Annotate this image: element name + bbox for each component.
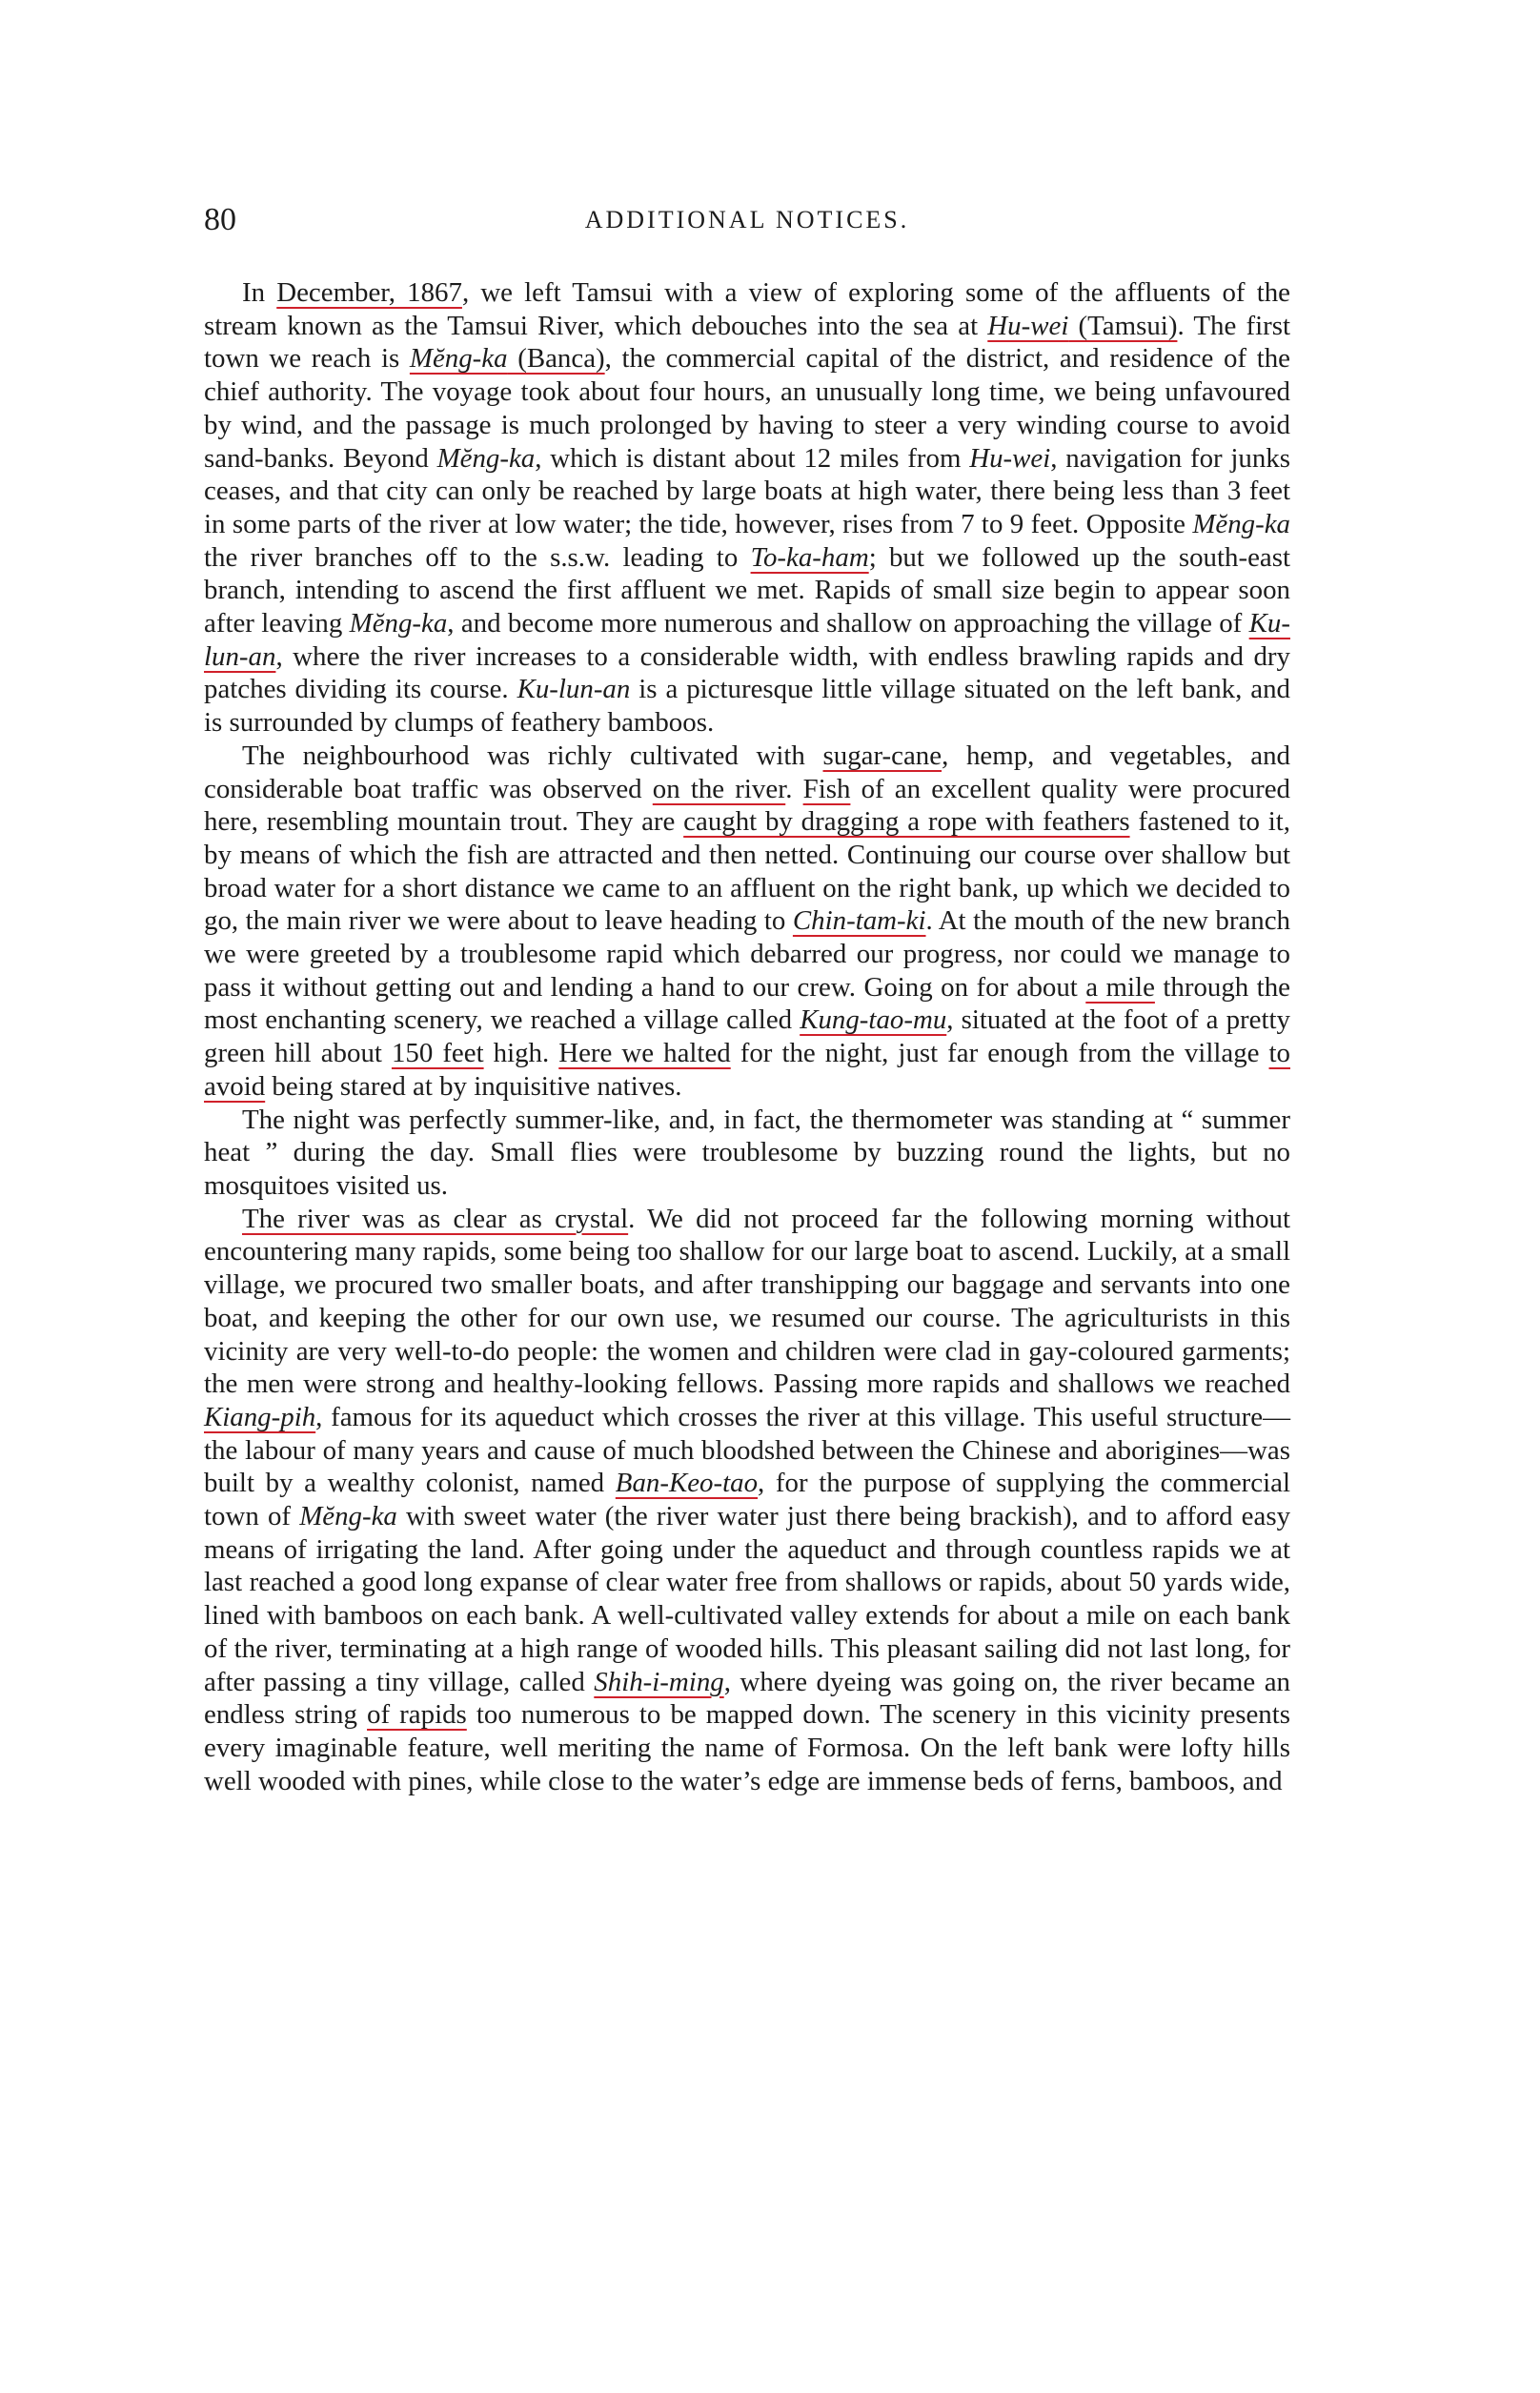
underlined-text: to avoid — [204, 1038, 1290, 1102]
underlined-text: Chin-tam-ki — [792, 905, 926, 937]
text-segment: fastened to it, by means of which the fish are attracted and then netted. Continuing our course over shallow but broad water for a short distance we came to an affluent on the right bank, up which we decided to go, the main river we were about to leave heading to — [204, 806, 1290, 937]
text-segment: , which is distant about 12 miles from — [535, 442, 970, 474]
running-title: ADDITIONAL NOTICES. — [584, 206, 910, 233]
paragraph-2 — [204, 740, 1290, 1104]
page-header — [204, 202, 1290, 240]
underlined-text: (Banca) — [507, 343, 605, 375]
text-segment: through the most enchanting scenery, we reached a village called — [204, 971, 1290, 1036]
text-segment: the river branches off to the s.s.w. leading to — [204, 541, 751, 573]
underlined-text: Mĕng-ka — [409, 343, 508, 375]
paragraph-3 — [204, 1104, 1290, 1203]
italic-name: Mĕng-ka — [436, 442, 536, 474]
text-segment: , situated at the foot of a pretty green hill about — [204, 1004, 1290, 1069]
underlined-text: Kung-tao-mu — [800, 1004, 947, 1036]
italic-name: Hu-wei — [969, 442, 1051, 474]
underlined-text: Kiang-pih — [204, 1401, 316, 1432]
text-segment: , famous for its aqueduct which crosses the river at this village. This useful structure—the labour of many years and cause of much bloodshed between the Chinese and aborigines—was built by a wealthy colonist, named — [204, 1401, 1290, 1499]
text-segment: being stared at by inquisitive natives. — [265, 1070, 682, 1102]
underlined-text: caught by dragging a rope with feathers — [683, 806, 1130, 838]
underlined-text: 150 feet — [391, 1038, 484, 1069]
underlined-text: Hu-wei — [987, 310, 1069, 341]
text-segment: , where the river increases to a considerable width, with endless brawling rapids and dry patches dividing its course. — [204, 640, 1290, 705]
underlined-text: Ban-Keo-tao — [615, 1468, 759, 1499]
body-text — [204, 276, 1290, 1797]
underlined-text: The river was as clear as crystal — [242, 1203, 629, 1234]
underlined-text: Here we halted — [558, 1038, 731, 1069]
underlined-text: (Tamsui) — [1068, 310, 1178, 341]
text-segment: In — [242, 277, 277, 308]
text-segment: The neighbourhood was richly cultivated with — [242, 740, 823, 771]
text-segment: with sweet water (the river water just there being brackish), and to afford easy means of irrigating the land. After going under the aqueduct and through countless rapids we at last reached a good long expanse of clear water free from shallows or rapids, about 50 yards wide, lined with bamboos on each bank. A well-cultivated valley extends for about a mile on each bank of the river, terminating at a high range of wooded hills. This pleasant sailing did not last long, for after passing a tiny village, called — [204, 1501, 1291, 1697]
text-segment: too numerous to be mapped down. The scenery in this vicinity presents every imaginable feature, well meriting the name of Formosa. On the left bank were lofty hills well wooded with pines, while close to the water’s edge are immense beds of ferns, bamboos, and — [204, 1699, 1290, 1796]
text-segment: , hemp, and vegetables, and considerable boat traffic was observed — [204, 740, 1290, 804]
italic-name: Mĕng-ka — [1192, 508, 1290, 539]
underlined-text: a mile — [1085, 971, 1155, 1003]
text-segment: . — [785, 773, 803, 804]
text-segment: of an excellent quality were procured here, resembling mountain trout. They are — [204, 773, 1290, 838]
text-segment: , we left Tamsui with a view of exploring some of the affluents of the stream known as the Tamsui River, which debouches into the sea at — [204, 277, 1291, 341]
text-segment: , and become more numerous and shallow on approaching the village of — [447, 608, 1249, 639]
italic-name: Mĕng-ka — [299, 1501, 397, 1532]
underlined-text: Fish — [802, 773, 851, 804]
text-segment: The night was perfectly summer-like, and, in fact, the thermometer was standing at “ summer heat ” during the day. Small flies were troublesome by buzzing round the lights, but no mosquitoes visited us. — [204, 1104, 1290, 1201]
text-segment: ; but we followed up the south-east branch, intending to ascend the first affluent we met. Rapids of small size begin to appear soon after leaving — [204, 541, 1290, 639]
underlined-text: Ku-lun-an — [204, 608, 1290, 672]
text-segment: is a picturesque little village situated on the left bank, and is surrounded by clumps of feathery bamboos. — [204, 674, 1290, 739]
paragraph-1 — [204, 276, 1290, 740]
italic-name: Mĕng-ka — [349, 608, 448, 639]
text-segment: high. — [483, 1038, 559, 1069]
underlined-text: on the river — [652, 773, 786, 804]
italic-name: Ku-lun-an — [517, 674, 631, 705]
paragraph-4 — [204, 1203, 1290, 1798]
text-segment: , where dyeing was going on, the river became an endless string — [204, 1666, 1290, 1731]
text-segment: , the commercial capital of the district, and residence of the chief authority. The voyage took about four hours, an unusually long time, we being unfavoured by wind, and the passage is much prolonged by having to steer a very winding course to avoid sand-banks. Beyond — [204, 343, 1290, 474]
text-segment: for the night, just far enough from the village — [730, 1038, 1269, 1069]
text-segment: . We did not proceed far the following morning without encountering many rapids, some being too shallow for our large boat to ascend. Luckily, at a small village, we procured two smaller boats, and after transhipping our baggage and servants into one boat, and keeping the other for our own use, we resumed our course. The agriculturists in this vicinity are very well-to-do people: the women and children were clad in gay-coloured garments; the men were strong and healthy-looking fellows. Passing more rapids and shallows we reached — [204, 1203, 1290, 1400]
text-segment: , navigation for junks ceases, and that city can only be reached by large boats at high water, there being less than 3 feet in some parts of the river at low water; the tide, however, rises from 7 to 9 feet. Opposite — [204, 442, 1290, 539]
text-segment: . At the mouth of the new branch we were greeted by a troublesome rapid which debarred our progress, nor could we manage to pass it without getting out and lending a hand to our crew. Going on for about — [204, 905, 1290, 1003]
text-segment: . The first town we reach is — [204, 310, 1291, 375]
text-segment: , for the purpose of supplying the commercial town of — [204, 1468, 1290, 1532]
underlined-text: of rapids — [367, 1699, 467, 1731]
underlined-text: December, 1867 — [276, 277, 462, 308]
underlined-text: To-ka-ham — [750, 541, 869, 573]
page-number: 80 — [204, 202, 236, 237]
underlined-text: sugar-cane — [822, 740, 942, 771]
underlined-text: Shih-i-ming — [594, 1666, 724, 1697]
